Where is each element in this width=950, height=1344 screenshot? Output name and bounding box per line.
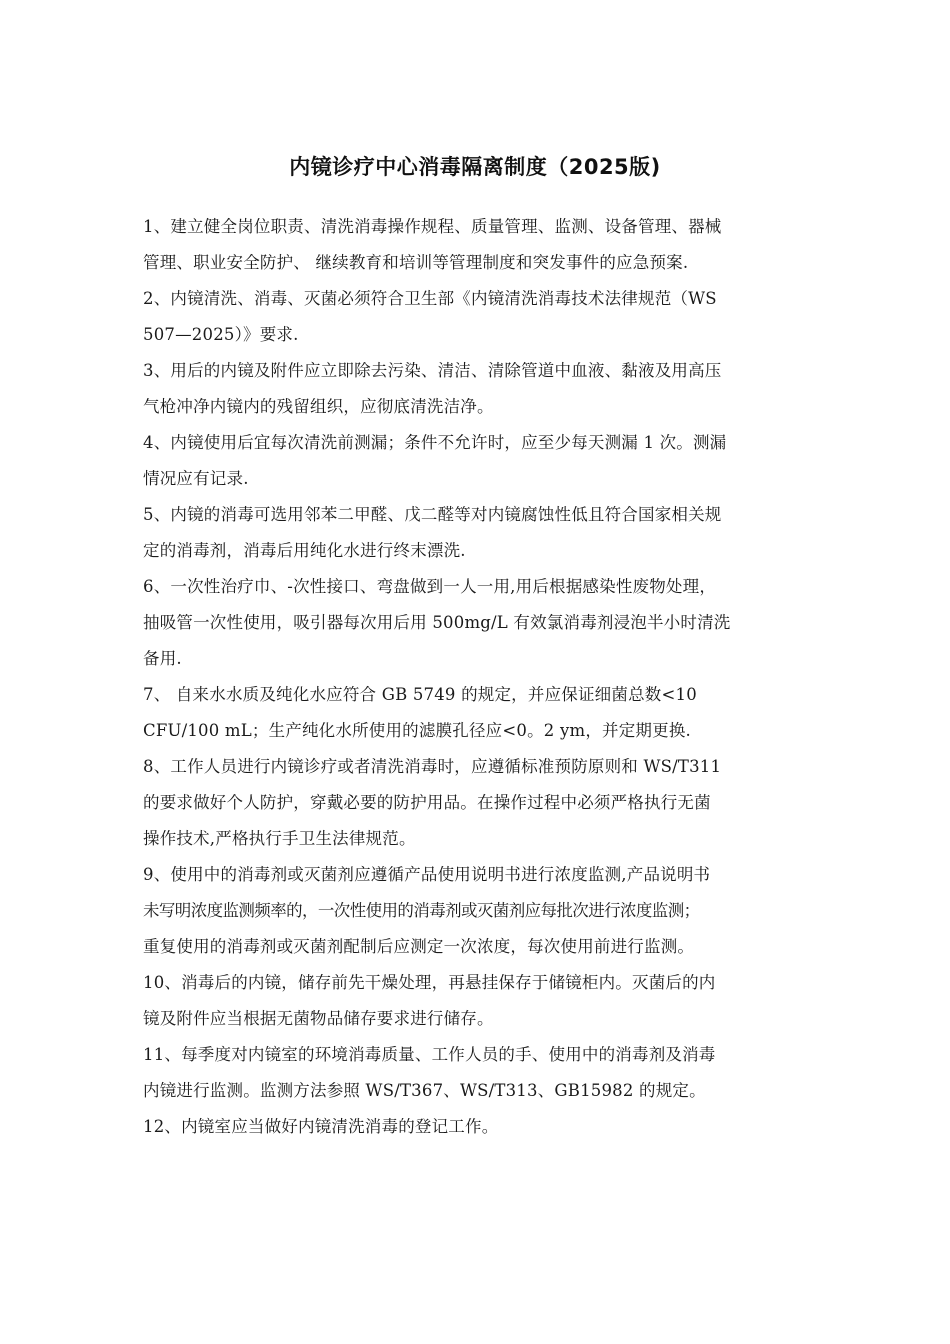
text-line: 3、用后的内镜及附件应立即除去污染、清洁、清除管道中血液、黏液及用高压: [143, 361, 722, 380]
text-line: 情况应有记录.: [143, 469, 249, 488]
document-title: 内镜诊疗中心消毒隔离制度（2025版): [289, 155, 661, 179]
text-line: 6、一次性治疗巾、-次性接口、弯盘做到一人一用,用后根据感染性废物处理，: [143, 577, 717, 596]
text-line: 抽吸管一次性使用，吸引器每次用后用 500mg/L 有效氯消毒剂浸泡半小时清洗: [143, 613, 731, 632]
text-line: 5、内镜的消毒可选用邻苯二甲醛、戊二醛等对内镜腐蚀性低且符合国家相关规: [143, 505, 722, 524]
document-body: [143, 209, 815, 1145]
text-line: 4、内镜使用后宜每次清洗前测漏；条件不允许时，应至少每天测漏 1 次。测漏: [143, 433, 727, 452]
text-line: 9、使用中的消毒剂或灭菌剂应遵循产品使用说明书进行浓度监测,产品说明书: [143, 865, 711, 884]
text-line: 7、 自来水水质及纯化水应符合 GB 5749 的规定，并应保证细菌总数<10: [143, 685, 697, 704]
text-line: 的要求做好个人防护，穿戴必要的防护用品。在操作过程中必须严格执行无菌: [143, 793, 711, 812]
text-line: 备用.: [143, 649, 182, 668]
text-line: 重复使用的消毒剂或灭菌剂配制后应测定一次浓度，每次使用前进行监测。: [143, 937, 695, 956]
text-line: 内镜进行监测。监测方法参照 WS/T367、WS/T313、GB15982 的规定。: [143, 1081, 706, 1100]
text-line: 定的消毒剂，消毒后用纯化水进行终末漂洗.: [143, 541, 466, 560]
text-line: 气枪冲净内镜内的残留组织，应彻底清洗洁净。: [143, 397, 494, 416]
text-line: 镜及附件应当根据无菌物品储存要求进行储存。: [143, 1009, 494, 1028]
text-line: 11、每季度对内镜室的环境消毒质量、工作人员的手、使用中的消毒剂及消毒: [143, 1045, 716, 1064]
text-line: 管理、职业安全防护、 继续教育和培训等管理制度和突发事件的应急预案.: [143, 253, 689, 272]
text-line: 8、工作人员进行内镜诊疗或者清洗消毒时，应遵循标准预防原则和 WS/T311: [143, 757, 722, 776]
text-line: 操作技术,严格执行手卫生法律规范。: [143, 829, 416, 848]
text-line: 2、内镜清洗、消毒、灭菌必须符合卫生部《内镜清洗消毒技术法律规范（WS: [143, 289, 717, 308]
text-line: 507—2025）》要求.: [143, 325, 299, 344]
text-line: 12、内镜室应当做好内镜清洗消毒的登记工作。: [143, 1117, 499, 1136]
text-line: CFU/100 mL；生产纯化水所使用的滤膜孔径应<0。2 ym，并定期更换.: [143, 721, 691, 740]
text-line: 未写明浓度监测频率的，一次性使用的消毒剂或灭菌剂应每批次进行浓度监测；: [143, 901, 700, 920]
text-line: 1、建立健全岗位职责、清洗消毒操作规程、质量管理、监测、设备管理、器械: [143, 217, 722, 236]
text-line: 10、消毒后的内镜，储存前先干燥处理，再悬挂保存于储镜柜内。灭菌后的内: [143, 973, 716, 992]
